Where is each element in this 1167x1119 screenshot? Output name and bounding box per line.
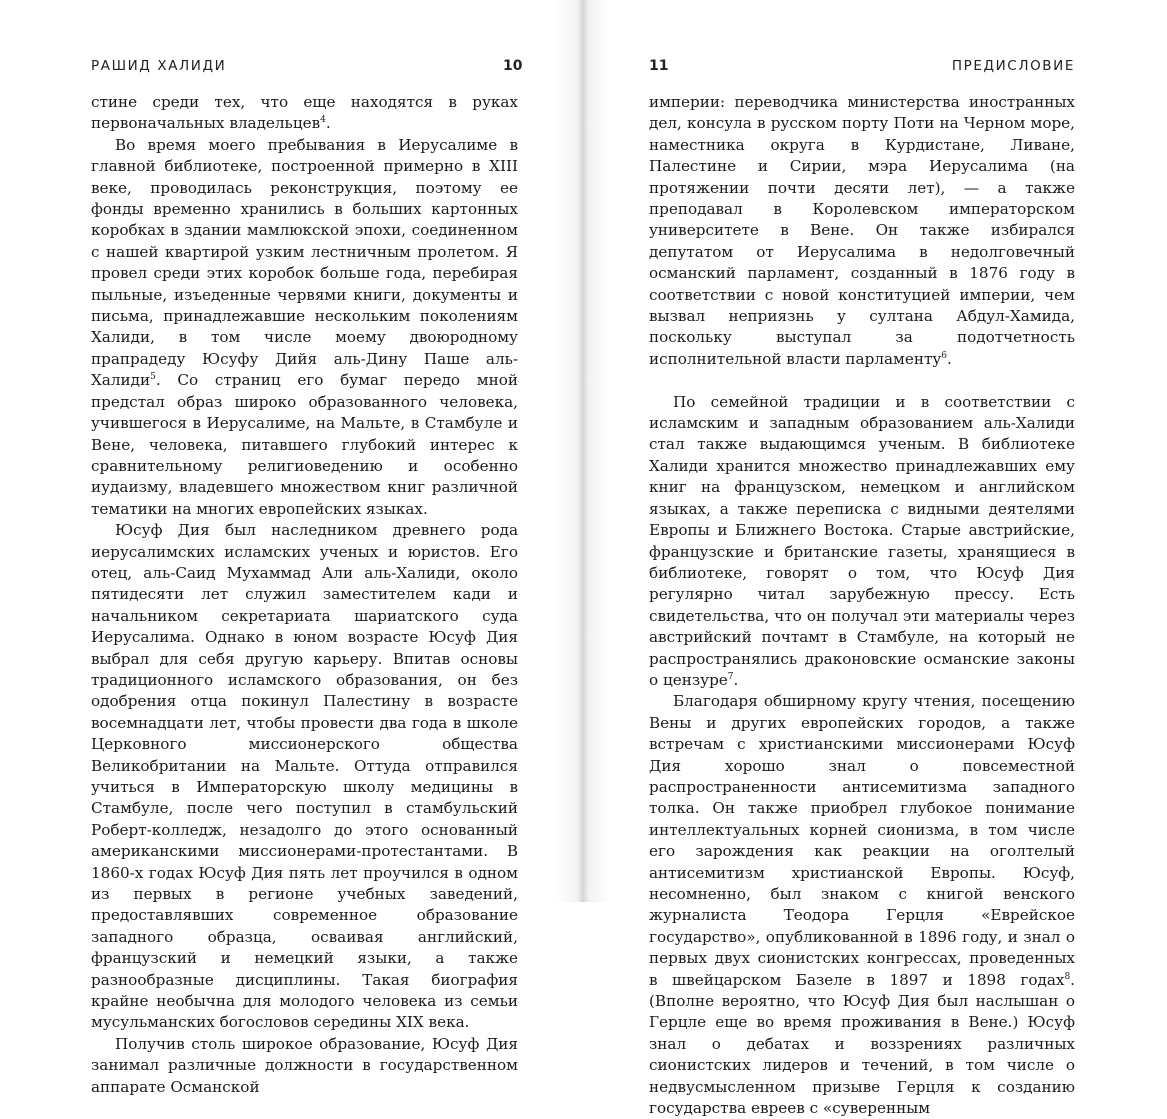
- page-number-right: 11: [649, 58, 669, 74]
- footnote-ref[interactable]: 5: [150, 372, 156, 383]
- running-head-author: РАШИД ХАЛИДИ: [91, 58, 227, 74]
- footnote-ref[interactable]: 7: [727, 671, 734, 682]
- paragraph: стине среди тех, что еще находятся в руках первоначальных владельцев$^4$.: [91, 93, 518, 133]
- paragraph: Во время моего пребывания в Иерусалиме в главной библиотеке, построенной примерно в XIII веке, проводилась реконструкция, поэтому ее фонды временно хранились в больших картонных коробках в здании мамлюкской эпохи, соединенном с нашей квартирой узким лестничным пролетом. Я провел среди этих коробок больше года, перебирая пыльные, изъеденные червями книги, документы и письма, принадлежавшие нескольким поколениям Халиди, в том числе моему двоюродному прапрадеду Юсуфу Дийя аль-Дину Паше аль-Халиди$^5$. Со страниц его бумаг передо мной предстал образ широко образованного человека, учившегося в Иерусалиме, на Мальте, в Стамбуле и Вене, человека, питавшего глубокий интерес к сравнительному религиоведению и особенно иудаизму, владевшего множеством книг различной тематики на многих европейских языках.: [91, 135, 518, 518]
- right-page-body: [649, 92, 1075, 1119]
- left-page: [0, 0, 583, 1096]
- paragraph: Юсуф Дия был наследником древнего рода иерусалимских исламских ученых и юристов. Его отец, аль-Саид Мухаммад Али аль-Халиди, около пятидесяти лет служил заместителем кади и начальником секретариата шариатского суда Иерусалима. Однако в юном возрасте Юсуф Дия выбрал для себя другую карьеру. Впитав основы традиционного исламского образования, он без одобрения отца покинул Палестину в возрасте восемнадцати лет, чтобы провести два года в школе Церковного миссионерского общества Великобритании на Мальте. Оттуда отправился учиться в Императорскую школу медицины в Стамбуле, после чего поступил в стамбульский Роберт-колледж, незадолго до этого основанный американскими миссионерами-протестантами. В 1860-х годах Юсуф Дия пять лет проучился в одном из первых в регионе учебных заведений, предоставлявших современное образование западного образца, осваивая английский, французский и немецкий языки, а также разнообразные дисциплины. Такая биография крайне необычна для молодого человека из семьи мусульманских богословов середины XIX века.: [91, 521, 518, 1032]
- paragraph: Благодаря обширному кругу чтения, посещению Вены и других европейских городов, а также встречам с христианскими миссионерами Юсуф Дия хорошо знал о повсеместной распространенности антисемитизма западного толка. Он также приобрел глубокое понимание интеллектуальных корней сионизма, в том числе его зарождения как реакции на оголтелый антисемитизм христианской Европы. Юсуф, несомненно, был знаком с книгой венского журналиста Теодора Герцля «Еврейское государство», опубликованной в 1896 году, и знал о первых двух сионистских конгрессах, проведенных в швейцарском Базеле в 1897 и 1898 годах$^8$. (Вполне вероятно, что Юсуф Дия был наслышан о Герцле еще во время проживания в Вене.) Юсуф знал о дебатах и воззрениях различных сионистских лидеров и течений, в том числе о недвусмысленном призыве Герцля к созданию государства евреев с «суверенным: [649, 692, 1075, 1118]
- page-number-left: 10: [503, 58, 523, 74]
- right-page: [583, 0, 1167, 1118]
- paragraph: Получив столь широкое образование, Юсуф Дия занимал различные должности в государственном аппарате Османской: [91, 1034, 518, 1096]
- paragraph: империи: переводчика министерства иностранных дел, консула в русском порту Поти на Черном море, наместника округа в Курдистане, Ливане, Палестине и Сирии, мэра Иерусалима (на протяжении почти десяти лет), — а также преподавал в Королевском императорском университете в Вене. Он также избирался депутатом от Иерусалима в недолговечный османский парламент, созданный в 1876 году в соответствии с новой конституцией империи, чем вызвал неприязнь у султана Абдул-Хамида, поскольку выступал за подотчетность исполнительной власти парламенту$^6$.: [649, 93, 1075, 368]
- paragraph: По семейной традиции и в соответствии с исламским и западным образованием аль-Халиди стал также выдающимся ученым. В библиотеке Халиди хранится множество принадлежавших ему книг на французском, немецком и английском языках, а также переписка с видными деятелями Европы и Ближнего Востока. Старые австрийские, французские и британские газеты, хранящиеся в библиотеке, говорят о том, что Юсуф Дия регулярно читал зарубежную прессу. Есть свидетельства, что он получал эти материалы через австрийский почтамт в Стамбуле, на который не распространялись драконовские османские законы о цензуре$^7$.: [649, 392, 1075, 689]
- running-head-section: ПРЕДИСЛОВИЕ: [951, 58, 1075, 74]
- footnote-ref[interactable]: 6: [941, 350, 948, 361]
- left-page-body: [91, 92, 518, 1098]
- footnote-ref[interactable]: 8: [1064, 971, 1071, 982]
- footnote-ref[interactable]: 4: [320, 115, 326, 126]
